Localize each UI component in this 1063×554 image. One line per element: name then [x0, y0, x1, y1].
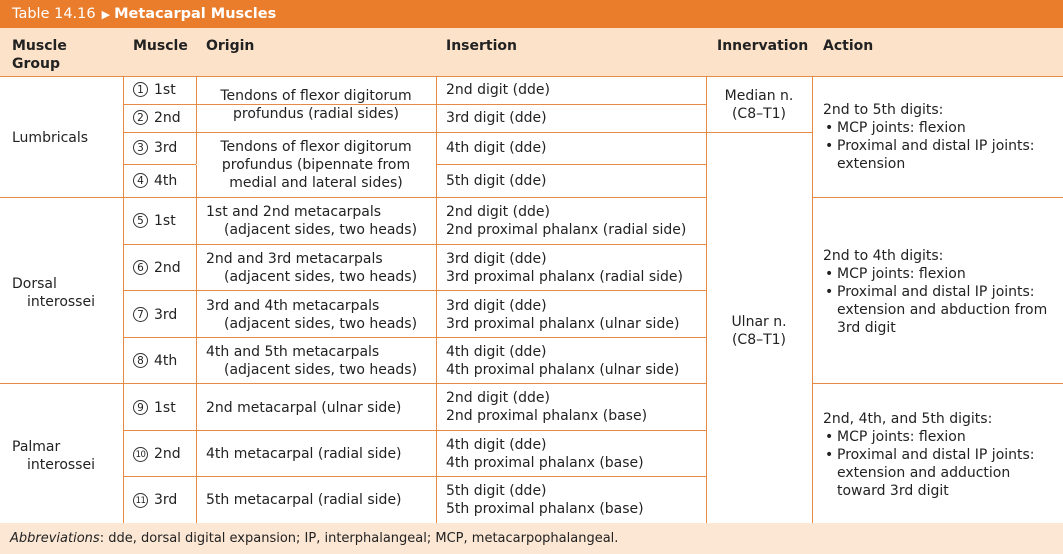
origin-cell: 5th metacarpal (radial side) [206, 492, 402, 508]
innervation-line: Median n. [724, 88, 794, 104]
muscle-cell [133, 212, 176, 230]
innervation-line: (C8–T1) [731, 332, 787, 348]
origin-line: profundus (radial sides) [232, 106, 399, 122]
header-muscle: Muscle [133, 38, 188, 54]
muscle-label: 2nd [154, 110, 181, 126]
group-line: interossei [27, 457, 95, 473]
origin-cell [206, 203, 417, 239]
footnote-text: : dde, dorsal digital expansion; IP, interphalangeal; MCP, metacarpophalangeal. [99, 531, 619, 546]
table-title-bar [0, 0, 1063, 28]
footnote-label: Abbreviations [10, 531, 100, 546]
muscle-label: 3rd [154, 140, 178, 156]
number-badge: 4 [133, 173, 148, 188]
muscle-label: 3rd [154, 307, 178, 323]
origin-line: 4th and 5th metacarpals [206, 344, 380, 360]
origin-line: 1st and 2nd metacarpals [206, 204, 382, 220]
rowline-lumb-2-muscle [123, 132, 196, 133]
muscle-cell [133, 259, 181, 277]
muscle-label: 2nd [154, 260, 181, 276]
innervation-line: Ulnar n. [731, 314, 787, 330]
innervation-line: (C8–T1) [731, 106, 787, 122]
vline-muscle-origin [196, 76, 197, 523]
insertion-line: 2nd digit (dde) [446, 204, 550, 220]
origin-line: Tendons of flexor digitorum [220, 88, 412, 104]
insertion-line: 5th digit (dde) [446, 483, 547, 499]
origin-cell [206, 343, 417, 379]
action-item-text: 3rd digit [837, 320, 896, 336]
action-list [823, 119, 1035, 173]
origin-line: (adjacent sides, two heads) [224, 362, 418, 378]
group-line: Dorsal [12, 276, 57, 292]
insertion-cell [446, 389, 647, 425]
action-item-text: Proximal and distal IP joints: [837, 447, 1035, 463]
muscle-cell [133, 306, 177, 324]
action-list [823, 428, 1035, 500]
number-badge: 1 [133, 82, 148, 97]
rowline-dorsal-3 [123, 337, 706, 338]
action-title: 2nd to 5th digits: [823, 102, 944, 118]
rowline-dorsal-2 [123, 290, 706, 291]
group-line: Palmar [12, 439, 61, 455]
insertion-cell [446, 343, 679, 379]
origin-lumbricals-a [200, 87, 432, 123]
table-footnote [0, 523, 1063, 554]
table-title: Metacarpal Muscles [114, 6, 277, 22]
number-badge: 9 [133, 400, 148, 415]
action-item [823, 283, 1047, 337]
group-dorsal-interossei [12, 275, 95, 311]
insertion-line: 3rd digit (dde) [446, 298, 547, 314]
insertion-line: 3rd proximal phalanx (ulnar side) [446, 316, 680, 332]
innervation-median [708, 87, 810, 123]
header-action: Action [823, 38, 874, 54]
muscle-label: 1st [154, 213, 176, 229]
action-item [823, 446, 1035, 500]
action-item-text: Proximal and distal IP joints: [837, 284, 1035, 300]
rule-dorsal-palmar [0, 383, 706, 384]
muscle-cell [133, 399, 176, 417]
insertion-cell: 3rd digit (dde) [446, 110, 547, 126]
vline-insertion-innervation [706, 76, 707, 523]
insertion-cell [446, 482, 644, 518]
action-item-text: Proximal and distal IP joints: [837, 138, 1035, 154]
group-lumbricals: Lumbricals [12, 130, 89, 146]
number-badge: 5 [133, 213, 148, 228]
rowline-palmar-2 [123, 476, 706, 477]
action-title: 2nd, 4th, and 5th digits: [823, 411, 993, 427]
origin-line: 3rd and 4th metacarpals [206, 298, 380, 314]
number-badge: 2 [133, 110, 148, 125]
insertion-line: 2nd digit (dde) [446, 390, 550, 406]
origin-line: (adjacent sides, two heads) [224, 269, 418, 285]
insertion-cell: 2nd digit (dde) [446, 82, 550, 98]
muscle-cell [133, 109, 181, 127]
muscle-label: 4th [154, 353, 178, 369]
vline-origin-insertion [436, 76, 437, 523]
number-badge: 11 [133, 493, 148, 508]
insertion-cell [446, 203, 686, 239]
muscle-cell [133, 81, 176, 99]
action-item: • MCP joints: flexion [823, 265, 1047, 283]
insertion-line: 5th proximal phalanx (base) [446, 501, 644, 517]
action-item-text: extension and adduction [837, 465, 1011, 481]
origin-line: Tendons of flexor digitorum [220, 139, 412, 155]
insertion-line: 3rd proximal phalanx (radial side) [446, 269, 684, 285]
origin-line: medial and lateral sides) [229, 175, 403, 191]
number-badge: 6 [133, 260, 148, 275]
rowline-median-ulnar [706, 132, 812, 133]
number-badge: 7 [133, 307, 148, 322]
insertion-line: 3rd digit (dde) [446, 251, 547, 267]
rule-lumbricals-dorsal-action [812, 197, 1063, 198]
number-badge: 10 [133, 447, 148, 462]
origin-line: profundus (bipennate from [221, 157, 411, 173]
muscle-label: 2nd [154, 446, 181, 462]
action-item: • MCP joints: flexion [823, 428, 1035, 446]
group-palmar-interossei [12, 438, 95, 474]
action-item [823, 137, 1035, 173]
insertion-line: 2nd proximal phalanx (radial side) [446, 222, 687, 238]
origin-line: (adjacent sides, two heads) [224, 222, 418, 238]
rowline-dorsal-1 [123, 244, 706, 245]
header-muscle-group-line2: Group [12, 56, 61, 72]
header-origin: Origin [206, 38, 255, 54]
header-innervation: Innervation [717, 38, 809, 54]
muscle-cell [133, 139, 177, 157]
insertion-line: 4th proximal phalanx (ulnar side) [446, 362, 680, 378]
insertion-line: 4th proximal phalanx (base) [446, 455, 644, 471]
muscle-label: 1st [154, 82, 176, 98]
action-item: • MCP joints: flexion [823, 119, 1035, 137]
origin-line: (adjacent sides, two heads) [224, 316, 418, 332]
origin-cell [206, 297, 417, 333]
insertion-cell [446, 250, 683, 286]
header-insertion: Insertion [446, 38, 517, 54]
insertion-line: 4th digit (dde) [446, 344, 547, 360]
origin-cell [206, 250, 417, 286]
table-number: Table 14.16 [12, 6, 96, 22]
number-badge: 8 [133, 353, 148, 368]
origin-line: 2nd and 3rd metacarpals [206, 251, 383, 267]
muscle-label: 3rd [154, 492, 178, 508]
header-muscle-group-line1: Muscle [12, 38, 67, 54]
rule-lumbricals-dorsal [0, 197, 706, 198]
action-item-text: extension [837, 156, 906, 172]
vline-innervation-action [812, 76, 813, 523]
rule-dorsal-palmar-action [812, 383, 1063, 384]
action-item-text: toward 3rd digit [837, 483, 949, 499]
muscle-cell [133, 172, 177, 190]
insertion-cell [446, 436, 644, 472]
action-dorsal [823, 247, 1047, 337]
insertion-cell: 5th digit (dde) [446, 173, 547, 189]
rowline-lumb-2-insertion [436, 132, 706, 133]
insertion-line: 4th digit (dde) [446, 437, 547, 453]
insertion-cell [446, 297, 679, 333]
rowline-lumb-2-origin [196, 132, 436, 133]
muscle-cell [133, 352, 177, 370]
innervation-ulnar [708, 313, 810, 349]
table-header-row [0, 28, 1063, 76]
rowline-palmar-1 [123, 430, 706, 431]
action-lumbricals [823, 101, 1035, 173]
header-muscle-group [12, 37, 67, 73]
muscle-label: 1st [154, 400, 176, 416]
action-title: 2nd to 4th digits: [823, 248, 944, 264]
origin-cell: 4th metacarpal (radial side) [206, 446, 402, 462]
action-list [823, 265, 1047, 337]
rule-top [0, 76, 1063, 77]
title-arrow-icon: ▶ [101, 8, 111, 21]
insertion-line: 2nd proximal phalanx (base) [446, 408, 648, 424]
action-item-text: extension and abduction from [837, 302, 1048, 318]
muscle-cell [133, 445, 181, 463]
origin-lumbricals-b [200, 138, 432, 192]
vline-group-muscle [123, 76, 124, 523]
insertion-cell: 4th digit (dde) [446, 140, 547, 156]
number-badge: 3 [133, 140, 148, 155]
muscle-cell [133, 491, 177, 509]
action-palmar [823, 410, 1035, 500]
muscle-label: 4th [154, 173, 178, 189]
group-line: interossei [27, 294, 95, 310]
origin-cell: 2nd metacarpal (ulnar side) [206, 400, 402, 416]
